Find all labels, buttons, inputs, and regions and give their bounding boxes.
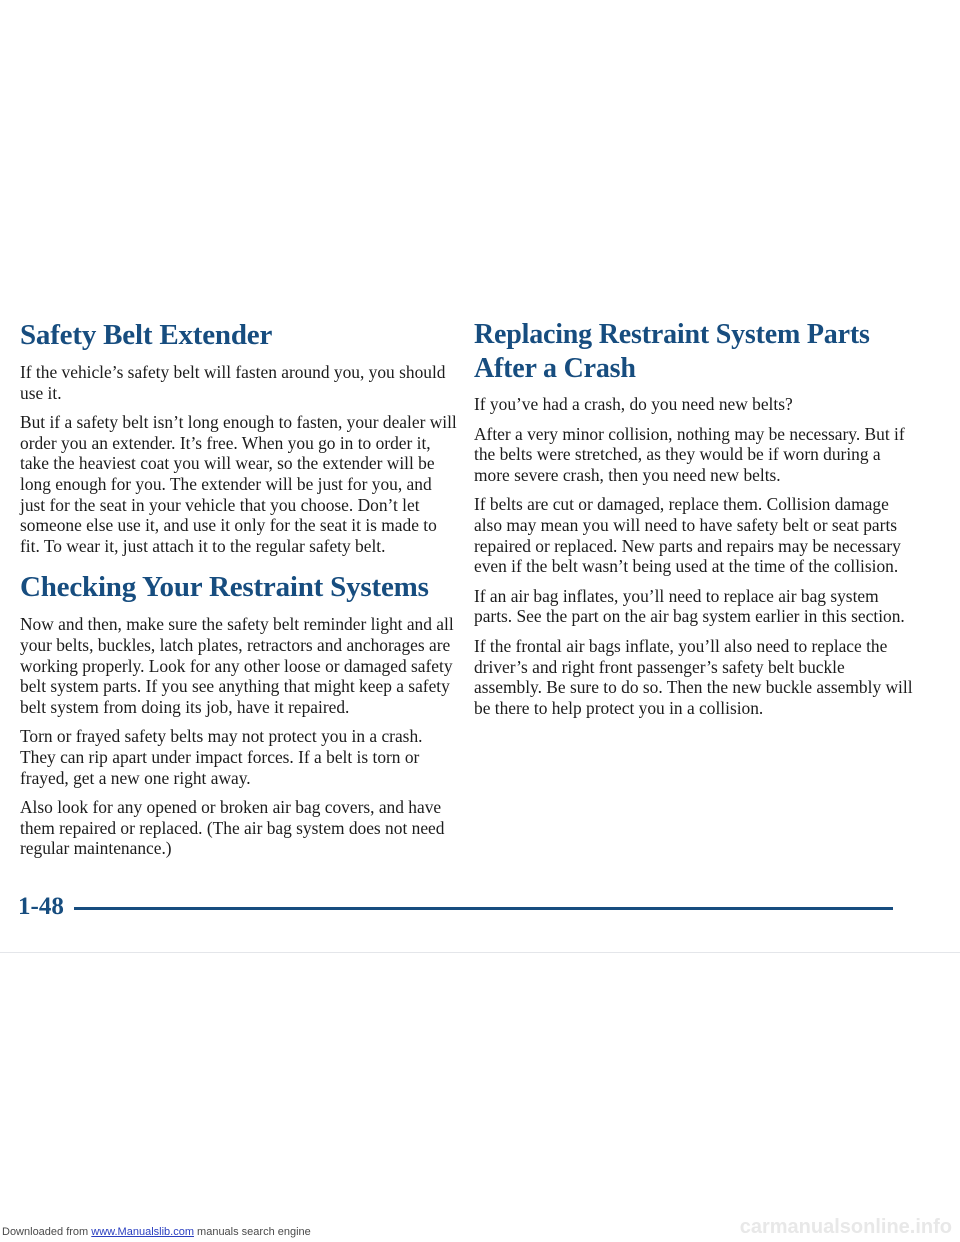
page-number: 1-48	[18, 893, 64, 920]
paragraph: If belts are cut or damaged, replace them. Collision damage also may mean you will need to have safety belt or seat parts repaired or replaced. New parts and repairs may be necessary even if the belt wasn’t being used at the time of the collision.	[474, 494, 901, 577]
section-title-replacing-restraint-parts: Replacing Restraint System Parts After a Crash	[474, 319, 870, 384]
left-column	[20, 318, 460, 868]
paragraph: Now and then, make sure the safety belt reminder light and all your belts, buckles, latch plates, retractors and anchorages are working properly. Look for any other loose or damaged safety belt system parts. If you see anything that might keep a safety belt system from doing its job, have it repaired.	[20, 614, 454, 717]
watermark: carmanualsonline.info	[739, 1216, 952, 1238]
paragraph: If you’ve had a crash, do you need new belts?	[474, 394, 793, 414]
footer-rule	[74, 907, 893, 910]
paragraph: After a very minor collision, nothing may be necessary. But if the belts were stretched, as they would be if worn during a more severe crash, then you need new belts.	[474, 423, 905, 485]
paragraph: If an air bag inflates, you’ll need to replace air bag system parts. See the part on the air bag system earlier in this section.	[474, 585, 905, 627]
divider	[0, 952, 960, 953]
section-title-checking-restraint-systems: Checking Your Restraint Systems	[20, 571, 429, 604]
right-column	[474, 318, 914, 727]
section-title-safety-belt-extender: Safety Belt Extender	[20, 319, 273, 351]
paragraph: But if a safety belt isn’t long enough to fasten, your dealer will order you an extender. It’s free. When you go in to order it, take the heaviest coat you will wear, so the extender will be long enough for you. The extender will be just for you, and just for the seat in your vehicle that you choose. Don’t let someone else use it, and use it only for the seat it is made to fit. To wear it, just attach it to the regular safety belt.	[20, 412, 457, 556]
paragraph: If the frontal air bags inflate, you’ll also need to replace the driver’s and right front passenger’s safety belt buckle assembly. Be sure to do so. Then the new buckle assembly will be there to help protect you in a collision.	[474, 635, 913, 718]
download-prefix: Downloaded from	[2, 1226, 92, 1238]
download-source-line	[2, 1226, 311, 1238]
paragraph: If the vehicle’s safety belt will fasten around you, you should use it.	[20, 362, 446, 403]
paragraph: Also look for any opened or broken air bag covers, and have them repaired or replaced. (The air bag system does not need regular maintenance.)	[20, 797, 445, 859]
paragraph: Torn or frayed safety belts may not protect you in a crash. They can rip apart under impact forces. If a belt is torn or frayed, get a new one right away.	[20, 726, 423, 788]
manualslib-link[interactable]: www.Manualslib.com	[91, 1226, 194, 1238]
download-suffix: manuals search engine	[193, 1226, 311, 1238]
